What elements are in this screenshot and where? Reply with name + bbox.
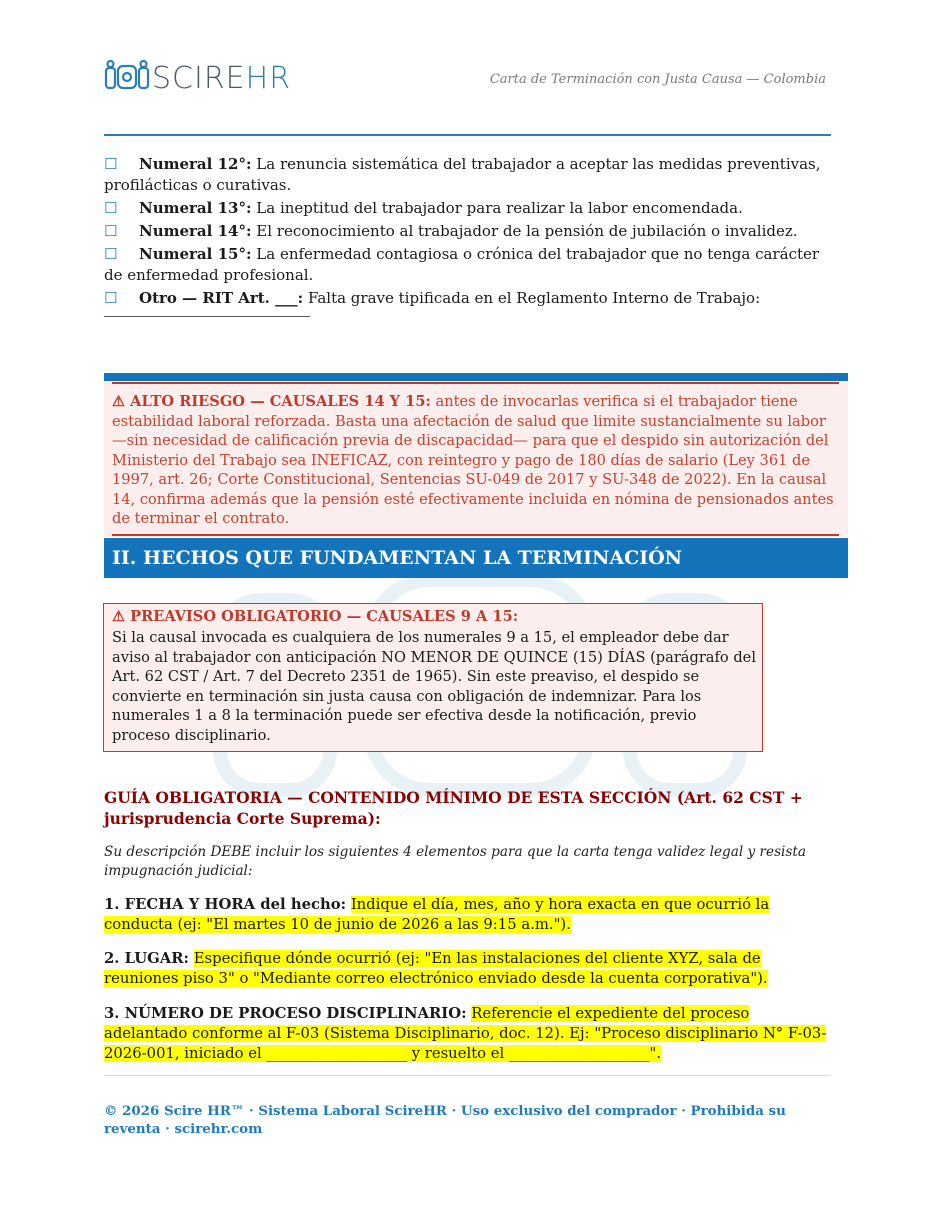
guia-item-proceso [104, 1004, 831, 1064]
guia-item-lugar [104, 949, 831, 989]
alto-riesgo-text [112, 392, 837, 529]
causal-checklist [104, 154, 834, 311]
guia-subtitle: Su descripción DEBE incluir los siguientes 4 elementos para que la carta tenga validez legal y resista impugnación judicial: [104, 844, 806, 879]
checkbox-icon[interactable]: ☐ [104, 199, 118, 217]
guia-item-label: 3. NÚMERO DE PROCESO DISCIPLINARIO: [104, 1005, 467, 1022]
callout-bottom-rule [112, 534, 839, 536]
guia-item-label: 2. LUGAR: [104, 950, 189, 967]
header-divider [104, 134, 831, 136]
checkbox-icon[interactable]: ☐ [104, 289, 118, 307]
preaviso-title: ⚠ PREAVISO OBLIGATORIO — CAUSALES 9 A 15: [112, 608, 519, 625]
scirehr-logo [104, 58, 319, 94]
checklist-label: Numeral 12°: [139, 155, 252, 173]
alto-riesgo-body: antes de invocarlas verifica si el trabajador tiene estabilidad laboral reforzada. Basta una afectación de salud que limite sustancialmente su labor —sin necesidad de calificación previa de discapacidad— para que el despido sin autorización del Ministerio del Trabajo sea INEFICAZ, con reintegro y pago de 180 días de salario (Ley 361 de 1997, art. 26; Corte Constitucional, Sentencias SU-049 de 2017 y SU-348 de 2022). En la causal 14, confirma además que la pensión esté efectivamente incluida en nómina de pensionados antes de terminar el contrato. [112, 393, 834, 527]
checklist-item-13[interactable] [104, 198, 834, 219]
checklist-item-otro[interactable] [104, 288, 834, 309]
document-title: Carta de Terminación con Justa Causa — Colombia [489, 72, 826, 87]
guia-item-label: 1. FECHA Y HORA del hecho: [104, 896, 347, 913]
checklist-item-15[interactable] [104, 244, 834, 286]
callout-top-rule [112, 382, 839, 384]
checklist-item-14[interactable] [104, 221, 834, 242]
guia-item-fecha [104, 895, 831, 935]
preaviso-text: Si la causal invocada es cualquiera de los numerales 9 a 15, el empleador debe dar aviso al trabajador con anticipación NO MENOR DE QUINCE (15) DÍAS (parágrafo del Art. 62 CST / Art. 7 del Decreto 2351 de 1965). Sin este preaviso, el despido se convierte en terminación sin justa causa con obligación de indemnizar. Para los numerales 1 a 8 la terminación puede ser efectiva desde la notificación, previo proceso disciplinario. [112, 629, 756, 744]
footer-divider [104, 1075, 831, 1076]
guia-item-instruction[interactable]: Especifique dónde ocurrió (ej: "En las instalaciones del cliente XYZ, sala de reuniones piso 3" o "Mediante correo electrónico enviado desde la cuenta corporativa"). [104, 950, 768, 987]
checklist-text: Falta grave tipificada en el Reglamento Interno de Trabajo: [303, 289, 761, 307]
checklist-text: La renuncia sistemática del trabajador a aceptar las medidas preventivas, profilácticas o curativas. [104, 155, 821, 194]
checklist-label: Otro — RIT Art. ___: [139, 289, 304, 307]
checkbox-icon[interactable]: ☐ [104, 245, 118, 263]
fill-in-line[interactable] [104, 316, 310, 317]
guia-title: GUÍA OBLIGATORIA — CONTENIDO MÍNIMO DE ESTA SECCIÓN (Art. 62 CST + jurisprudencia Corte Suprema): [104, 788, 803, 828]
guia-item-instruction[interactable]: Indique el día, mes, año y hora exacta en que ocurrió la conducta (ej: "El martes 10 de junio de 2026 a las 9:15 a.m."). [104, 896, 770, 933]
alto-riesgo-title: ⚠ ALTO RIESGO — CAUSALES 14 Y 15: [112, 393, 431, 410]
checklist-text: El reconocimiento al trabajador de la pensión de jubilación o invalidez. [251, 222, 798, 240]
checklist-text: La enfermedad contagiosa o crónica del trabajador que no tenga carácter de enfermedad profesional. [104, 245, 820, 284]
guia-item-instruction[interactable]: Referencie el expediente del proceso adelantado conforme al F-03 (Sistema Disciplinario, doc. 12). Ej: "Proceso disciplinario N° F-03-2026-001, iniciado el ___________________ y resuelto el ___________________". [104, 1005, 827, 1062]
checklist-label: Numeral 14°: [139, 222, 252, 240]
checkbox-icon[interactable]: ☐ [104, 222, 118, 240]
checklist-label: Numeral 15°: [139, 245, 252, 263]
checklist-item-12[interactable] [104, 154, 834, 196]
footer-text: © 2026 Scire HR™ · Sistema Laboral ScireHR · Uso exclusivo del comprador · Prohibida su reventa · scirehr.com [104, 1103, 786, 1137]
section-top-bar [104, 373, 848, 381]
section-title: II. HECHOS QUE FUNDAMENTAN LA TERMINACIÓN [112, 547, 683, 569]
checklist-text: La ineptitud del trabajador para realizar la labor encomendada. [251, 199, 743, 217]
checkbox-icon[interactable]: ☐ [104, 155, 118, 173]
svg-text:SCIREHR: SCIREHR [152, 61, 292, 94]
checklist-label: Numeral 13°: [139, 199, 252, 217]
